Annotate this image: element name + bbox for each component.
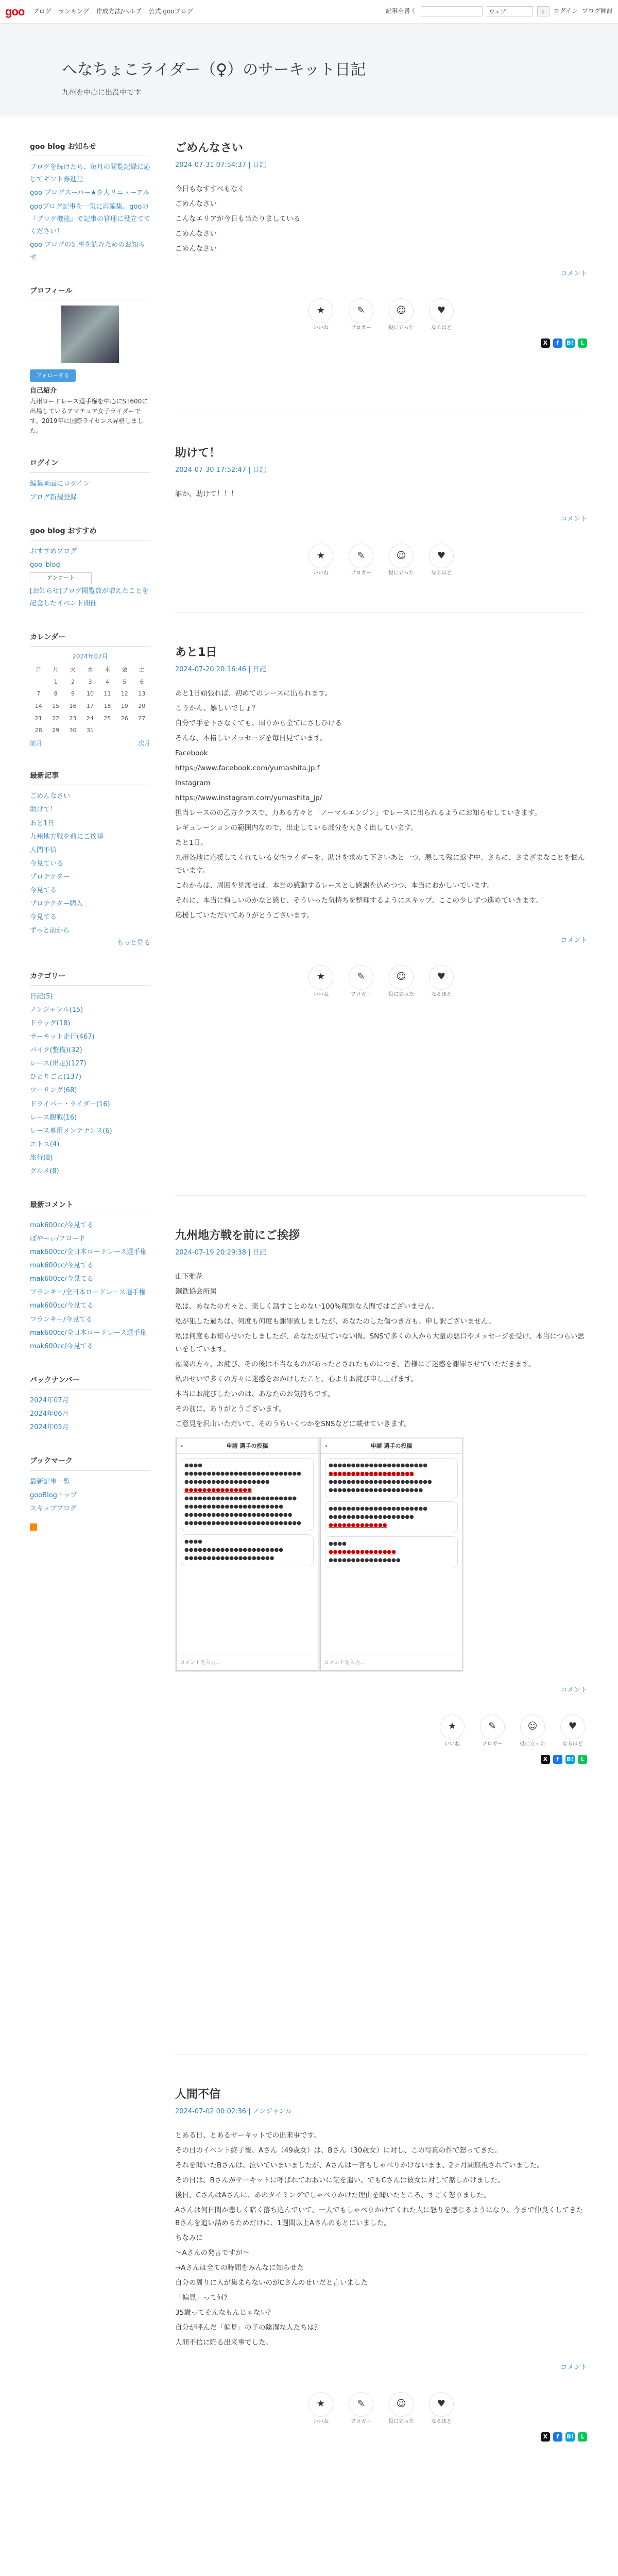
- calendar-dow: 水: [87, 666, 93, 673]
- calendar-day[interactable]: [30, 676, 47, 688]
- post-paragraph: ちなみに: [175, 2234, 203, 2243]
- share-icon[interactable]: f: [553, 1755, 562, 1764]
- backnumber-heading: バックナンバー: [30, 1375, 150, 1389]
- calendar-day[interactable]: 29: [52, 727, 60, 734]
- calendar-dow: 火: [70, 666, 76, 673]
- recent-post-link[interactable]: プロテクター: [30, 873, 70, 881]
- reaction-label: なるほど: [431, 325, 452, 331]
- post-title[interactable]: 九州地方戦を前にご挨拶: [175, 1229, 300, 1242]
- post-paragraph: ごめんなさい: [175, 230, 217, 239]
- reaction-button[interactable]: [387, 2392, 416, 2426]
- comment-link[interactable]: コメント: [560, 1686, 587, 1694]
- reaction-label: 役に立った: [388, 991, 414, 997]
- back-icon: ‹: [325, 1442, 328, 1449]
- recent-post-link[interactable]: 今見てる: [30, 886, 57, 894]
- calendar-day[interactable]: 16: [69, 703, 77, 710]
- recent-comment-link[interactable]: mak600cc/今見てる: [30, 1262, 94, 1270]
- search-scope-select[interactable]: ウェブ: [487, 6, 533, 16]
- notice-heading: goo blog お知らせ: [30, 141, 150, 156]
- calendar-day[interactable]: 11: [104, 690, 111, 698]
- reaction-button[interactable]: [387, 544, 416, 578]
- reaction-button[interactable]: [347, 298, 375, 332]
- post-paragraph: https://www.instagram.com/yumashita_jp/: [175, 794, 322, 803]
- calendar-day[interactable]: 14: [35, 703, 42, 710]
- reaction-button[interactable]: [306, 298, 335, 332]
- post-paragraph: 鋼鉄協会所属: [175, 1287, 217, 1296]
- blog-title[interactable]: へなちょこライダー（♀）のサーキット日記: [62, 61, 366, 79]
- reaction-button[interactable]: [427, 298, 456, 332]
- post-paragraph: 担当レースのの乙方クラスで、力ある方々と「ノーマルエンジン」でレースに出られるようにお知らせしていきます。: [175, 809, 541, 818]
- search-icon[interactable]: ⌕: [537, 6, 550, 16]
- backnumber-link[interactable]: 2024年07月: [30, 1397, 69, 1405]
- post-paragraph: 山下雅花: [175, 1273, 203, 1281]
- write-post-link[interactable]: 記事を書く: [385, 7, 417, 15]
- recommend-item[interactable]: [お知らせ]ブログ閲覧数が増えたことを記念したイベント開催: [30, 587, 149, 607]
- post-paragraph: あと1日頑張れば、初めてのレースに出られます。: [175, 689, 332, 698]
- notice-item[interactable]: goo ブログスーパー★を大リニューアル: [30, 189, 150, 197]
- post-meta[interactable]: 2024-07-31 07:54:37 | 日記: [175, 161, 266, 169]
- goo-logo[interactable]: goo: [5, 5, 25, 18]
- reaction-icon: ♥: [429, 298, 454, 323]
- calendar-heading: カレンダー: [30, 632, 150, 647]
- calendar-day[interactable]: 30: [69, 727, 77, 734]
- reaction-button[interactable]: [387, 298, 416, 332]
- category-heading: カテゴリー: [30, 971, 150, 986]
- recent-comment-link[interactable]: フランキー/今見てる: [30, 1315, 93, 1324]
- calendar-prev[interactable]: 前月: [30, 739, 43, 747]
- nav-ranking[interactable]: ランキング: [58, 7, 89, 15]
- calendar-day[interactable]: 12: [121, 690, 128, 698]
- calendar-day[interactable]: [99, 724, 116, 737]
- calendar-day[interactable]: 8: [54, 690, 58, 698]
- reaction-label: 役に立った: [520, 1741, 545, 1747]
- post-meta[interactable]: 2024-07-30 17:52:47 | 日記: [175, 466, 266, 474]
- recommend-item[interactable]: goo_blog: [30, 561, 60, 569]
- category-link[interactable]: ノンジャンル(15): [30, 1006, 83, 1014]
- comment-link[interactable]: コメント: [560, 515, 587, 523]
- reaction-button[interactable]: [347, 2392, 375, 2426]
- post: [175, 141, 587, 401]
- comments-heading: 最新コメント: [30, 1199, 150, 1214]
- reaction-label: ブロガー: [351, 991, 371, 997]
- calendar-dow: 日: [36, 666, 42, 673]
- reaction-icon: ✎: [480, 1715, 505, 1739]
- bookmark-link[interactable]: スキップブログ: [30, 1504, 77, 1513]
- profile-name-label: 自己紹介: [30, 386, 57, 395]
- calendar-day[interactable]: 9: [71, 690, 75, 698]
- follow-button[interactable]: フォローする: [30, 369, 76, 382]
- recommend-item[interactable]: おすすめブログ: [30, 548, 77, 556]
- post-meta[interactable]: 2024-07-20 20:16:46 | 日記: [175, 665, 266, 673]
- notice-item[interactable]: gooブログ記事を一気に再編集。gooの『ブログ機能』で記事の管理に役立ててください！: [30, 202, 151, 235]
- reaction-label: ブロガー: [351, 325, 371, 331]
- shot-comment-box: コメントを入力...: [177, 1655, 318, 1670]
- screenshot-right: ‹ 申請 選手の投稿 ●●●●●●●●●●●●●●●●●●●●●● ●●●●●●●●●●●●●●●●●●● ●●●●●●●●●●●●●●●●●●●●●●● ●●●●●●●●●●●●●●●●●●●●● ●●●●●●●●●●●●●●●●●●●●●● ●●●●●●●●●●●●●●●●●●● ●●●●●●●●●●●●● ●●●● ●●●●●●●●●●●●●●● ●●●●●●●●●●●●●●●● コメントを入力...: [320, 1438, 462, 1671]
- category-link[interactable]: レース(出走)(127): [30, 1060, 87, 1068]
- post-paragraph: 35歳ってそんなもんじゃない？: [175, 2309, 274, 2317]
- backnumber-link[interactable]: 2024年05月: [30, 1423, 69, 1432]
- post-paragraph: それに、本当に悔しいのかなと感じ、そういった気持ちを整理するようにスキップ、ここの少しずつ進めていきます。: [175, 896, 543, 905]
- reaction-icon: ☺: [389, 544, 414, 568]
- reaction-button[interactable]: [347, 965, 375, 999]
- screenshot-left: ‹ 申請 選手の投稿 ●●●● ●●●●●●●●●●●●●●●●●●●●●●●●●● ●●●●●●●●●●●●●●●●●●● ●●●●●●●●●●●●●●● ●●●●●●●●●●●●●●●●●●●●●●●●● ●●●●●●●●●●●●●●●●●●●●●● ●●●●●●●●●●●●●●●●●●●●●●●● ●●●●●●●●●●●●●●●●●●●●●●●●●● ●●●● ●●●●●●●●●●●●●●●●●●●●●● ●●●●●●●●●●●●●●●●●●●● コメントを入力...: [176, 1438, 318, 1671]
- screenshot-images: [175, 1437, 464, 1672]
- shot-header: 申請 選手の投稿: [370, 1442, 413, 1449]
- post-paragraph: 私は、あなたの方々と、楽しく話すことのない100%理想な人間ではございません。: [175, 1302, 439, 1311]
- calendar-day[interactable]: 23: [69, 715, 77, 722]
- post-paragraph: 誰か、助けて！！！: [175, 490, 238, 499]
- comment-link[interactable]: コメント: [560, 270, 587, 278]
- reaction-button[interactable]: [558, 1715, 587, 1749]
- bookmark-link[interactable]: gooBlogトップ: [30, 1491, 77, 1499]
- calendar-day[interactable]: 20: [138, 703, 146, 710]
- post-paragraph: あと1日。: [175, 839, 208, 848]
- recent-more-link[interactable]: もっと見る: [116, 939, 150, 947]
- share-icon[interactable]: X: [541, 2432, 550, 2442]
- calendar-day[interactable]: 4: [105, 678, 109, 685]
- post-paragraph: ごめんなさい: [175, 245, 217, 253]
- post: [175, 446, 587, 601]
- calendar-dow: 金: [122, 666, 128, 673]
- share-icon[interactable]: X: [541, 338, 550, 348]
- post-paragraph: 私が犯した過ちは、何度も何度も謝罪致しましたが、あなたのした傷つき方も、申し訳ございません。: [175, 1317, 495, 1326]
- profile-bio: 九州ロードレース選手権を中心にST600に出場しているアマチュア女子ライダーです。2019年に国際ライセンス昇格しました。: [30, 397, 148, 435]
- post-meta[interactable]: 2024-07-19 20:29:38 | 日記: [175, 1248, 266, 1257]
- reaction-icon: ✎: [349, 544, 373, 568]
- post-paragraph: Instagram: [175, 779, 211, 788]
- reaction-label: いいね: [313, 2418, 329, 2425]
- category-link[interactable]: ツーリング(68): [30, 1087, 77, 1095]
- reaction-button[interactable]: [427, 2392, 456, 2426]
- comment-link[interactable]: コメント: [560, 2363, 587, 2371]
- recent-comment-link[interactable]: mak600cc/今見てる: [30, 1342, 94, 1350]
- post: [175, 646, 587, 1184]
- blog-subtitle: 九州を中心に出没中です: [62, 89, 141, 97]
- calendar-day[interactable]: 1: [54, 678, 58, 685]
- reaction-icon: ♥: [429, 2392, 454, 2417]
- shot-header: 申請 選手の投稿: [226, 1442, 268, 1449]
- rss-icon[interactable]: [30, 1523, 37, 1531]
- post-paragraph: その日のイベント終了後、Aさん（49歳女）は、Bさん（30歳女）に対し、この写真の件で怒ってきた。: [175, 2146, 502, 2155]
- post: [175, 1229, 587, 2043]
- reaction-icon: ✎: [349, 2392, 373, 2417]
- reaction-icon: ☺: [520, 1715, 545, 1739]
- recent-comment-link[interactable]: mak600cc/今見てる: [30, 1222, 94, 1230]
- reaction-button[interactable]: [427, 965, 456, 999]
- reaction-icon: ✎: [349, 965, 373, 990]
- post-title[interactable]: ごめんなさい: [175, 142, 244, 155]
- recommend-heading: goo blog おすすめ: [30, 526, 150, 540]
- share-icon[interactable]: f: [553, 338, 562, 348]
- share-icon[interactable]: L: [578, 2432, 587, 2442]
- calendar-day[interactable]: 19: [121, 703, 128, 710]
- post-paragraph: その前に、ありがとうございます。: [175, 1405, 286, 1414]
- category-link[interactable]: 日記(5): [30, 993, 53, 1001]
- reaction-button[interactable]: [387, 965, 416, 999]
- post-paragraph: 本当にお詫びしたいのは、あなたのお気持ちです。: [175, 1390, 335, 1399]
- notice-item[interactable]: ブログを続けたら、毎月の閲覧記録に応じてギフト券進呈: [30, 163, 151, 184]
- nav-help[interactable]: 作成方法/ヘルプ: [96, 7, 142, 15]
- post-paragraph: そんな、本格しいメッセージを毎日見ています。: [175, 734, 328, 743]
- category-link[interactable]: ドラッグ(18): [30, 1020, 71, 1028]
- recent-comment-link[interactable]: mak600cc/全日本ロードレース選手権: [30, 1329, 147, 1337]
- recent-heading: 最新記事: [30, 770, 150, 785]
- calendar-day[interactable]: 15: [52, 703, 60, 710]
- post-paragraph: とある日、とあるサーキットでの出来事です。: [175, 2131, 321, 2140]
- post-paragraph: 今日もなすすべもなく: [175, 185, 245, 194]
- post-paragraph: 私は何度もお知らせいたしましたが、あなたが見ていない間、SNSで多くの人から大量の悪口やメッセージを受け、本当につらい思いをしています。: [175, 1332, 585, 1354]
- post-paragraph: 自分が呼んだ「偏見」の子の陰湿な人たちは？: [175, 2323, 321, 2332]
- calendar-dow: 木: [104, 666, 110, 673]
- top-bar: [0, 0, 618, 24]
- calendar-day[interactable]: 13: [138, 690, 146, 698]
- recent-comment-link[interactable]: フランキー/全日本ロードレース選手権: [30, 1289, 146, 1297]
- calendar-day[interactable]: 28: [35, 727, 42, 734]
- reaction-button[interactable]: [518, 1715, 547, 1749]
- calendar-day[interactable]: 26: [121, 715, 128, 722]
- post-paragraph: 応援していただいてありがとうございます。: [175, 911, 314, 920]
- recent-post-link[interactable]: 今見ている: [30, 859, 64, 868]
- reaction-label: 役に立った: [388, 325, 414, 331]
- reaction-label: 役に立った: [388, 570, 414, 577]
- calendar-day[interactable]: 24: [86, 715, 94, 722]
- reaction-icon: ☺: [389, 298, 414, 323]
- calendar-day[interactable]: 31: [86, 727, 94, 734]
- post-paragraph: レギュレーションの範囲内なので、出走している部分を大きく出しています。: [175, 824, 418, 833]
- category-link[interactable]: レース専用メンテナンス(6): [30, 1127, 112, 1135]
- reaction-button[interactable]: [306, 965, 335, 999]
- reaction-label: 役に立った: [388, 2418, 414, 2425]
- category-link[interactable]: グルメ(8): [30, 1167, 59, 1175]
- post-paragraph: →Aさんは全ての時間をみんなに知らせた: [175, 2264, 304, 2273]
- category-link[interactable]: サーキット走行(467): [30, 1033, 95, 1041]
- bookmark-heading: ブックマーク: [30, 1455, 150, 1470]
- calendar-day[interactable]: 17: [86, 703, 94, 710]
- backnumber-link[interactable]: 2024年06月: [30, 1410, 69, 1418]
- post-paragraph: ～Aさんの発言ですが～: [175, 2249, 250, 2258]
- blog-header: [0, 24, 618, 116]
- share-icon[interactable]: X: [541, 1755, 550, 1764]
- post-paragraph: その日は、Bさんがサーキットに呼ばれておおいに気を遣い、でもCさんは彼女に対して話しかけました。: [175, 2176, 505, 2185]
- category-link[interactable]: バイク(整備)(32): [30, 1046, 82, 1055]
- calendar: [30, 652, 150, 737]
- reaction-icon: ★: [440, 1715, 465, 1739]
- reaction-icon: ★: [308, 965, 333, 990]
- comment-link[interactable]: コメント: [560, 936, 587, 944]
- category-link[interactable]: ひとりごと(137): [30, 1073, 81, 1081]
- post-paragraph: 自分の周りに人が集まらないのがCさんのせいだと言いました: [175, 2279, 368, 2287]
- calendar-day[interactable]: 5: [123, 678, 127, 685]
- search-input[interactable]: [421, 6, 483, 16]
- recent-comment-link[interactable]: mak600cc/今見てる: [30, 1302, 94, 1310]
- calendar-day[interactable]: 3: [88, 678, 92, 685]
- reaction-button[interactable]: [347, 544, 375, 578]
- shot-comment-box: コメントを入力...: [321, 1655, 462, 1670]
- share-icon[interactable]: f: [553, 2432, 562, 2442]
- post-title[interactable]: 人間不信: [175, 2088, 221, 2101]
- bookmark-link[interactable]: 最新記事一覧: [30, 1478, 71, 1486]
- calendar-day[interactable]: [133, 724, 150, 737]
- calendar-dow: 土: [139, 666, 145, 673]
- post-paragraph: Aさんは何日間か悲しく暗く落ち込んでいて、一人でもしゃべりかけてくれた人に怒りを感じるようになり、今まで仲良くしてきたBさんを追い詰めるためだけに、1週間以上Aさんのもとにいました。: [175, 2206, 583, 2228]
- category-link[interactable]: 旅行(8): [30, 1154, 53, 1162]
- recent-post-link[interactable]: 九州地方戦を前にご挨拶: [30, 833, 104, 841]
- share-icon[interactable]: B!: [565, 338, 575, 348]
- share-icon[interactable]: L: [578, 338, 587, 348]
- reaction-icon: ♥: [429, 544, 454, 568]
- calendar-month[interactable]: 2024年07月: [72, 653, 108, 660]
- calendar-day[interactable]: 18: [104, 703, 111, 710]
- calendar-dow: 月: [53, 666, 59, 673]
- reaction-button[interactable]: [306, 2392, 335, 2426]
- post-paragraph: こうかん、嬉しいでしょ？: [175, 704, 259, 713]
- post-title[interactable]: 助けて！: [175, 447, 221, 460]
- calendar-day[interactable]: 6: [140, 678, 144, 685]
- post-paragraph: Facebook: [175, 749, 208, 758]
- post-paragraph: ご意見を沢山いただいて、そのうちいくつかをSNSなどに載せていきます。: [175, 1420, 411, 1429]
- reaction-icon: ☺: [389, 965, 414, 990]
- reaction-icon: ♥: [429, 965, 454, 990]
- calendar-day[interactable]: 21: [35, 715, 42, 722]
- post: [175, 2088, 587, 2576]
- back-icon: ‹: [181, 1442, 183, 1449]
- post-paragraph: 「偏見」って何？: [175, 2294, 231, 2302]
- new-blog-link[interactable]: ブログ新規登録: [30, 493, 77, 501]
- reaction-label: なるほど: [562, 1741, 583, 1747]
- calendar-day[interactable]: 22: [52, 715, 60, 722]
- reaction-label: なるほど: [431, 2418, 452, 2425]
- post-paragraph: これからは、周囲を見渡せば、本当の感動するレースとし感謝を込めつつ、本当におかしいでいます。: [175, 881, 494, 890]
- recent-post-link[interactable]: ごめんなさい: [30, 792, 71, 801]
- category-link[interactable]: エトス(4): [30, 1140, 60, 1148]
- reaction-icon: ★: [308, 298, 333, 323]
- post-paragraph: それを聞いたBさんは、泣いていまいましたが、Aさんは一言もしゃべりかけないまま、2ヶ月間無視されていました。: [175, 2161, 544, 2170]
- post-title[interactable]: あと1日: [175, 646, 217, 659]
- share-icon[interactable]: L: [578, 1755, 587, 1764]
- edit-login-link[interactable]: 編集画面にログイン: [30, 480, 90, 488]
- calendar-day[interactable]: 7: [37, 690, 41, 698]
- recommend-banner[interactable]: アンケート: [30, 572, 92, 584]
- post-paragraph: 九州各地に応援してくれている女性ライダーを、助けを求めて下さいあと一つ、悪して残に返す中、さらに、さまざまなことを悩んでいます。: [175, 854, 585, 875]
- reaction-icon: ☺: [389, 2392, 414, 2417]
- reaction-label: いいね: [444, 1741, 460, 1747]
- post-meta[interactable]: 2024-07-02 00:02:36 | ノンジャンル: [175, 2107, 293, 2115]
- reaction-button[interactable]: [438, 1715, 467, 1749]
- post-paragraph: 自分で手を下さなくても、周りから全てにさしひける: [175, 719, 342, 728]
- post-paragraph: 私のせいで多くの方々に迷惑をおかけしたこと、心よりお詫び申し上げます。: [175, 1375, 418, 1384]
- post-paragraph: こんなエリアが今日も当たりましている: [175, 215, 300, 224]
- reaction-button[interactable]: [427, 544, 456, 578]
- reaction-icon: ★: [308, 544, 333, 568]
- reaction-button[interactable]: [478, 1715, 507, 1749]
- main-content: [175, 141, 587, 2576]
- recent-post-link[interactable]: 今見てる: [30, 913, 57, 921]
- nav-official[interactable]: 公式 gooブログ: [148, 7, 193, 15]
- recent-post-link[interactable]: 人間不信: [30, 846, 57, 854]
- share-icon[interactable]: B!: [565, 1755, 575, 1764]
- login-heading: ログイン: [30, 457, 150, 472]
- reaction-label: ブロガー: [351, 570, 371, 577]
- calendar-day[interactable]: 27: [138, 715, 146, 722]
- recent-post-link[interactable]: プロテクター購入: [30, 900, 83, 908]
- reaction-label: なるほど: [431, 570, 452, 577]
- reaction-label: いいね: [313, 991, 329, 997]
- reaction-label: なるほど: [431, 991, 452, 997]
- reaction-button[interactable]: [306, 544, 335, 578]
- profile-avatar: [61, 306, 119, 363]
- reaction-icon: ♥: [560, 1715, 585, 1739]
- post-paragraph: 後日、CさんはAさんに、あのタイミングでしゃべりかけた理由を聞いたところ、すごく怒りました。: [175, 2191, 491, 2200]
- recent-comment-link[interactable]: mak600cc/今見てる: [30, 1275, 94, 1283]
- reaction-icon: ✎: [349, 298, 373, 323]
- post-paragraph: 人間不信に陥る出来事でした。: [175, 2338, 272, 2347]
- recent-post-link[interactable]: あと1日: [30, 819, 55, 827]
- recent-post-link[interactable]: ずっと前から: [30, 926, 70, 935]
- post-paragraph: 福岡の方々、お詫び、その後は不当なものがあったとされたものにつき、皆様にご迷惑を謝罪させていただきます。: [175, 1360, 536, 1369]
- calendar-day[interactable]: 2: [71, 678, 75, 685]
- login-link[interactable]: ログイン: [553, 7, 578, 15]
- nav-blog[interactable]: ブログ: [32, 7, 52, 15]
- calendar-next[interactable]: 次月: [138, 739, 150, 747]
- profile-heading: プロフィール: [30, 285, 150, 300]
- post-paragraph: ごめんなさい: [175, 200, 217, 209]
- reaction-label: いいね: [313, 570, 329, 577]
- reaction-label: ブロガー: [351, 2418, 371, 2425]
- category-link[interactable]: レース観戦(16): [30, 1113, 77, 1122]
- calendar-day[interactable]: [116, 724, 133, 737]
- sidebar: [30, 141, 150, 1555]
- post-paragraph: https://www.facebook.com/yumashita.jp.f: [175, 764, 320, 773]
- reaction-icon: ★: [308, 2392, 333, 2417]
- category-link[interactable]: ドライバー・ライダー(16): [30, 1100, 110, 1108]
- calendar-day[interactable]: 25: [104, 715, 111, 722]
- share-icon[interactable]: B!: [565, 2432, 575, 2442]
- reaction-label: いいね: [313, 325, 329, 331]
- notice-item[interactable]: goo ブログの記事を読むためのお知らせ: [30, 241, 145, 261]
- recent-post-link[interactable]: 助けて！: [30, 806, 57, 814]
- recent-comment-link[interactable]: mak600cc/全日本ロードレース選手権: [30, 1248, 147, 1257]
- calendar-day[interactable]: 10: [86, 690, 94, 698]
- reaction-label: ブロガー: [482, 1741, 503, 1747]
- recent-comment-link[interactable]: ぼやーぃ/フロード: [30, 1235, 85, 1243]
- register-link[interactable]: ブログ開設: [581, 7, 613, 15]
